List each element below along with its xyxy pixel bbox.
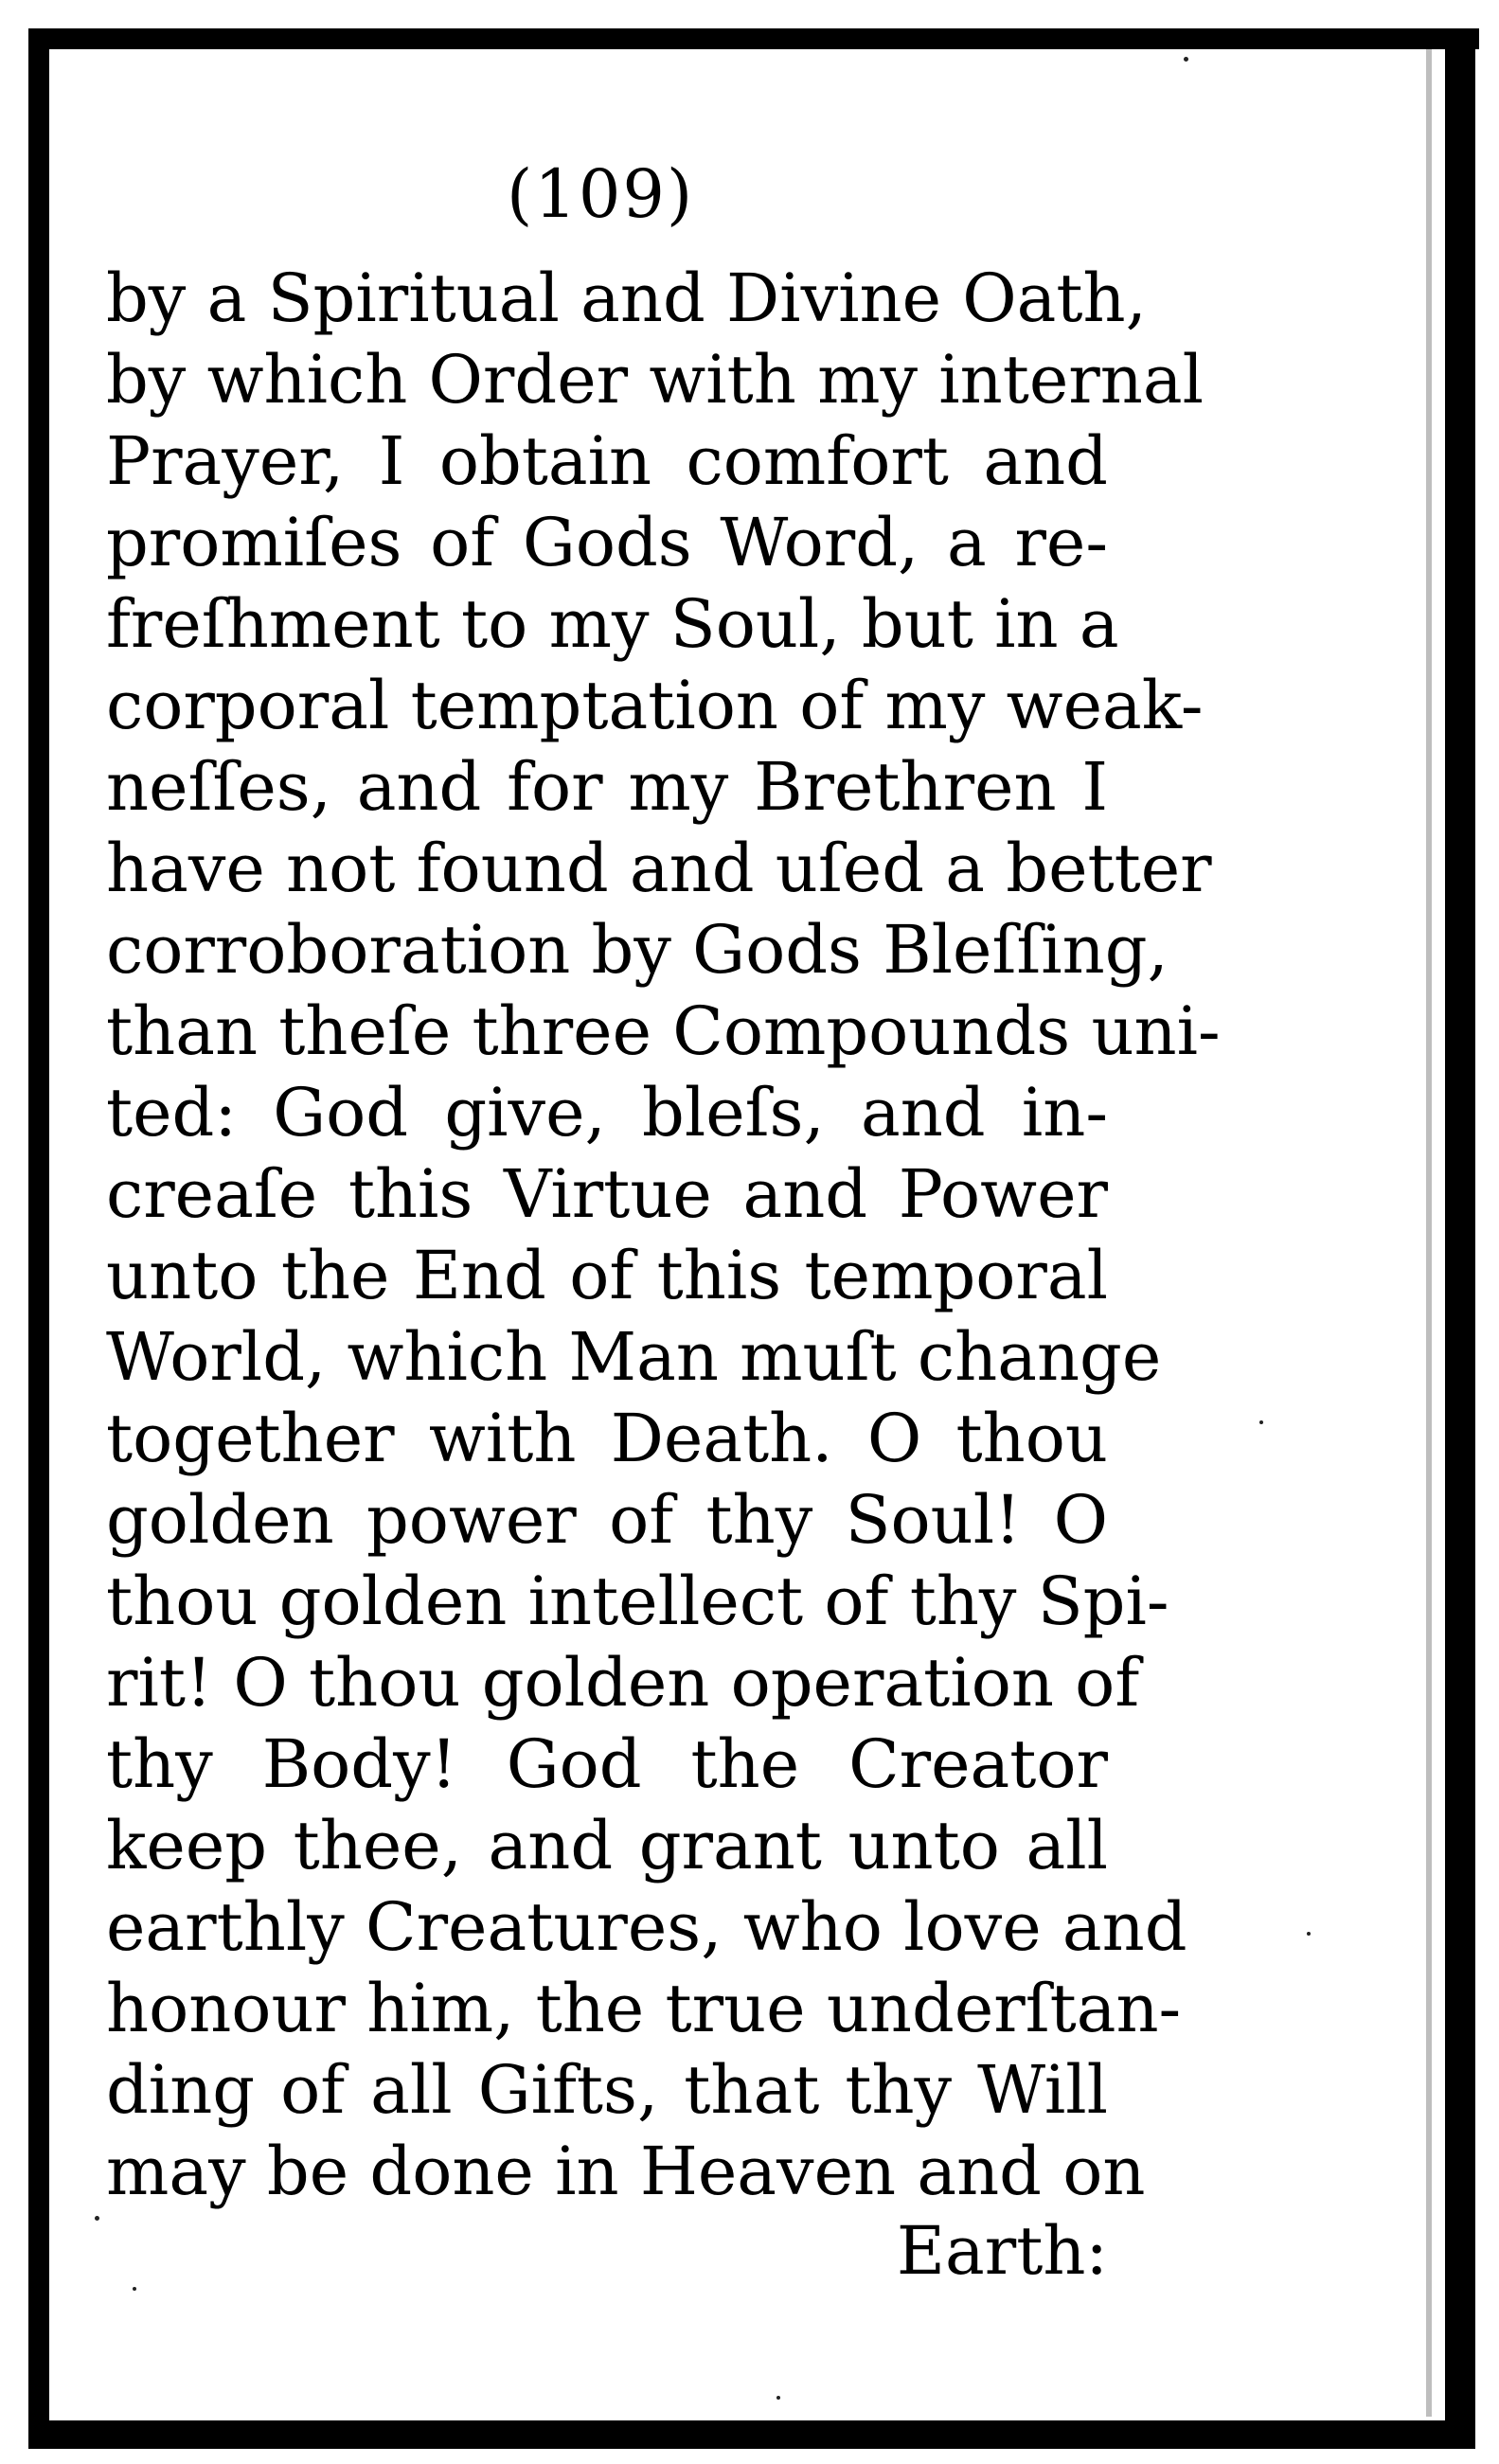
text-line: ted: God give, bleſs, and in- [106, 1074, 1108, 1152]
text-line: thy Body! God the Creator [106, 1725, 1108, 1803]
page-border-bottom [28, 2420, 1475, 2449]
text-line: freſhment to my Soul, but in a [106, 585, 1119, 663]
text-line: golden power of thy Soul! O [106, 1481, 1108, 1559]
catchword: Earth: [896, 2212, 1108, 2290]
text-line: honour him, the true underſtan- [106, 1970, 1182, 2047]
text-line: earthly Creatures, who love and [106, 1888, 1187, 1966]
text-line: corroboration by Gods Bleſſing, [106, 911, 1169, 989]
text-line: by which Order with my internal [106, 341, 1204, 419]
text-line: than theſe three Compounds uni- [106, 992, 1221, 1070]
page-border-left [28, 28, 49, 2448]
scan-speck [133, 2287, 136, 2291]
page-number: (109) [507, 155, 695, 233]
text-line: have not found and uſed a better [106, 830, 1212, 907]
text-line: keep thee, and grant unto all [106, 1807, 1108, 1884]
text-line: unto the End of this temporal [106, 1237, 1108, 1314]
text-line: creaſe this Virtue and Power [106, 1155, 1108, 1233]
text-line: promiſes of Gods Word, a re- [106, 504, 1108, 581]
text-line: ding of all Gifts, that thy Will [106, 2051, 1108, 2129]
scan-speck [1259, 1420, 1263, 1424]
page-border-right [1445, 28, 1475, 2448]
body-text [106, 258, 1221, 2212]
text-line: thou golden intellect of thy Spi- [106, 1562, 1169, 1640]
text-line: by a Spiritual and Divine Oath, [106, 259, 1147, 337]
scan-speck [95, 2216, 99, 2221]
text-line: neſſes, and for my Brethren I [106, 748, 1108, 826]
text-line: Prayer, I obtain comfort and [106, 422, 1108, 500]
text-line: World, which Man muſt change [106, 1318, 1162, 1396]
scan-speck [776, 2396, 780, 2400]
text-line: together with Death. O thou [106, 1400, 1108, 1477]
text-line: rit! O thou golden operation of [106, 1644, 1140, 1722]
scan-speck [1307, 1932, 1311, 1936]
text-line: may be done in Heaven and on [106, 2133, 1146, 2210]
page-gutter-shadow [1426, 49, 1432, 2417]
scan-speck [1184, 57, 1188, 62]
text-line: corporal temptation of my weak- [106, 667, 1204, 744]
page-border-top [28, 28, 1479, 49]
